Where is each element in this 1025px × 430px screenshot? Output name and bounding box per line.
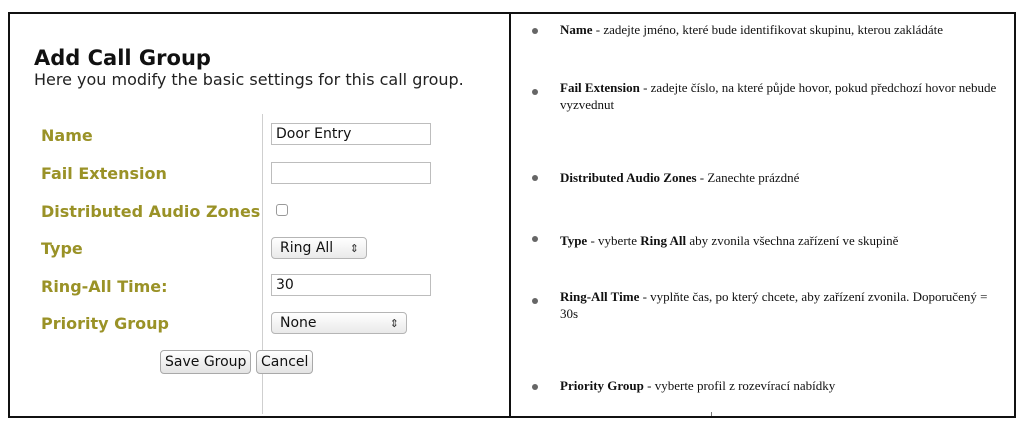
bullet-icon (532, 236, 538, 242)
instructions-panel (511, 14, 1014, 416)
note-text: - zadejte jméno, které bude identifikovat skupinu, kterou zakládáte (592, 22, 944, 37)
save-group-button[interactable]: Save Group (160, 350, 251, 374)
type-label: Type (41, 239, 83, 258)
priority-select-value: None (280, 315, 317, 331)
note-text: - Zanechte prázdné (696, 170, 800, 185)
name-label: Name (41, 126, 93, 145)
select-arrows-icon: ⇕ (389, 317, 399, 330)
ring-time-input[interactable]: 30 (271, 274, 431, 296)
note-fail-extension (560, 79, 1000, 113)
note-term: Priority Group (560, 378, 644, 393)
audio-zones-label: Distributed Audio Zones (41, 202, 261, 221)
note-audio-zones (560, 169, 1000, 186)
note-term: Type (560, 233, 588, 248)
bullet-icon (532, 298, 538, 304)
bullet-icon (532, 175, 538, 181)
name-input[interactable]: Door Entry (271, 123, 431, 145)
note-term: Ring-All Time (560, 289, 640, 304)
ring-time-label: Ring-All Time: (41, 277, 168, 296)
priority-group-label: Priority Group (41, 314, 169, 333)
bullet-icon (532, 89, 538, 95)
note-text: - vyberte (587, 233, 641, 248)
select-arrows-icon: ⇕ (349, 242, 359, 255)
type-select[interactable] (271, 237, 367, 259)
bullet-icon (532, 28, 538, 34)
audio-zones-checkbox[interactable] (276, 204, 288, 216)
note-term: Distributed Audio Zones (560, 170, 697, 185)
note-text-tail: aby zvonila všechna zařízení ve skupině (686, 233, 899, 248)
priority-group-select[interactable] (271, 312, 407, 334)
note-term: Fail Extension (560, 80, 640, 95)
note-priority-group (560, 377, 1000, 394)
note-text: - vyplňte čas, po který chcete, aby zařízení zvonila. Doporučený = 30s (560, 289, 988, 321)
page-subtitle: Here you modify the basic settings for this call group. (34, 70, 464, 89)
type-select-value: Ring All (280, 240, 334, 256)
note-type (560, 232, 1000, 249)
note-text: - vyberte profil z rozevírací nabídky (643, 378, 836, 393)
note-term: Name (560, 22, 593, 37)
cancel-button[interactable]: Cancel (256, 350, 313, 374)
note-name (560, 21, 1000, 38)
page-title: Add Call Group (34, 46, 211, 70)
call-group-form-panel (10, 14, 509, 416)
bullet-icon (532, 384, 538, 390)
note-ring-time (560, 288, 1000, 322)
note-term-ring-all: Ring All (640, 233, 687, 248)
decorative-tick (711, 412, 712, 416)
fail-extension-input[interactable] (271, 162, 431, 184)
fail-extension-label: Fail Extension (41, 164, 167, 183)
note-text: - zadejte číslo, na které půjde hovor, pokud předchozí hovor nebude vyzvednut (560, 80, 997, 112)
